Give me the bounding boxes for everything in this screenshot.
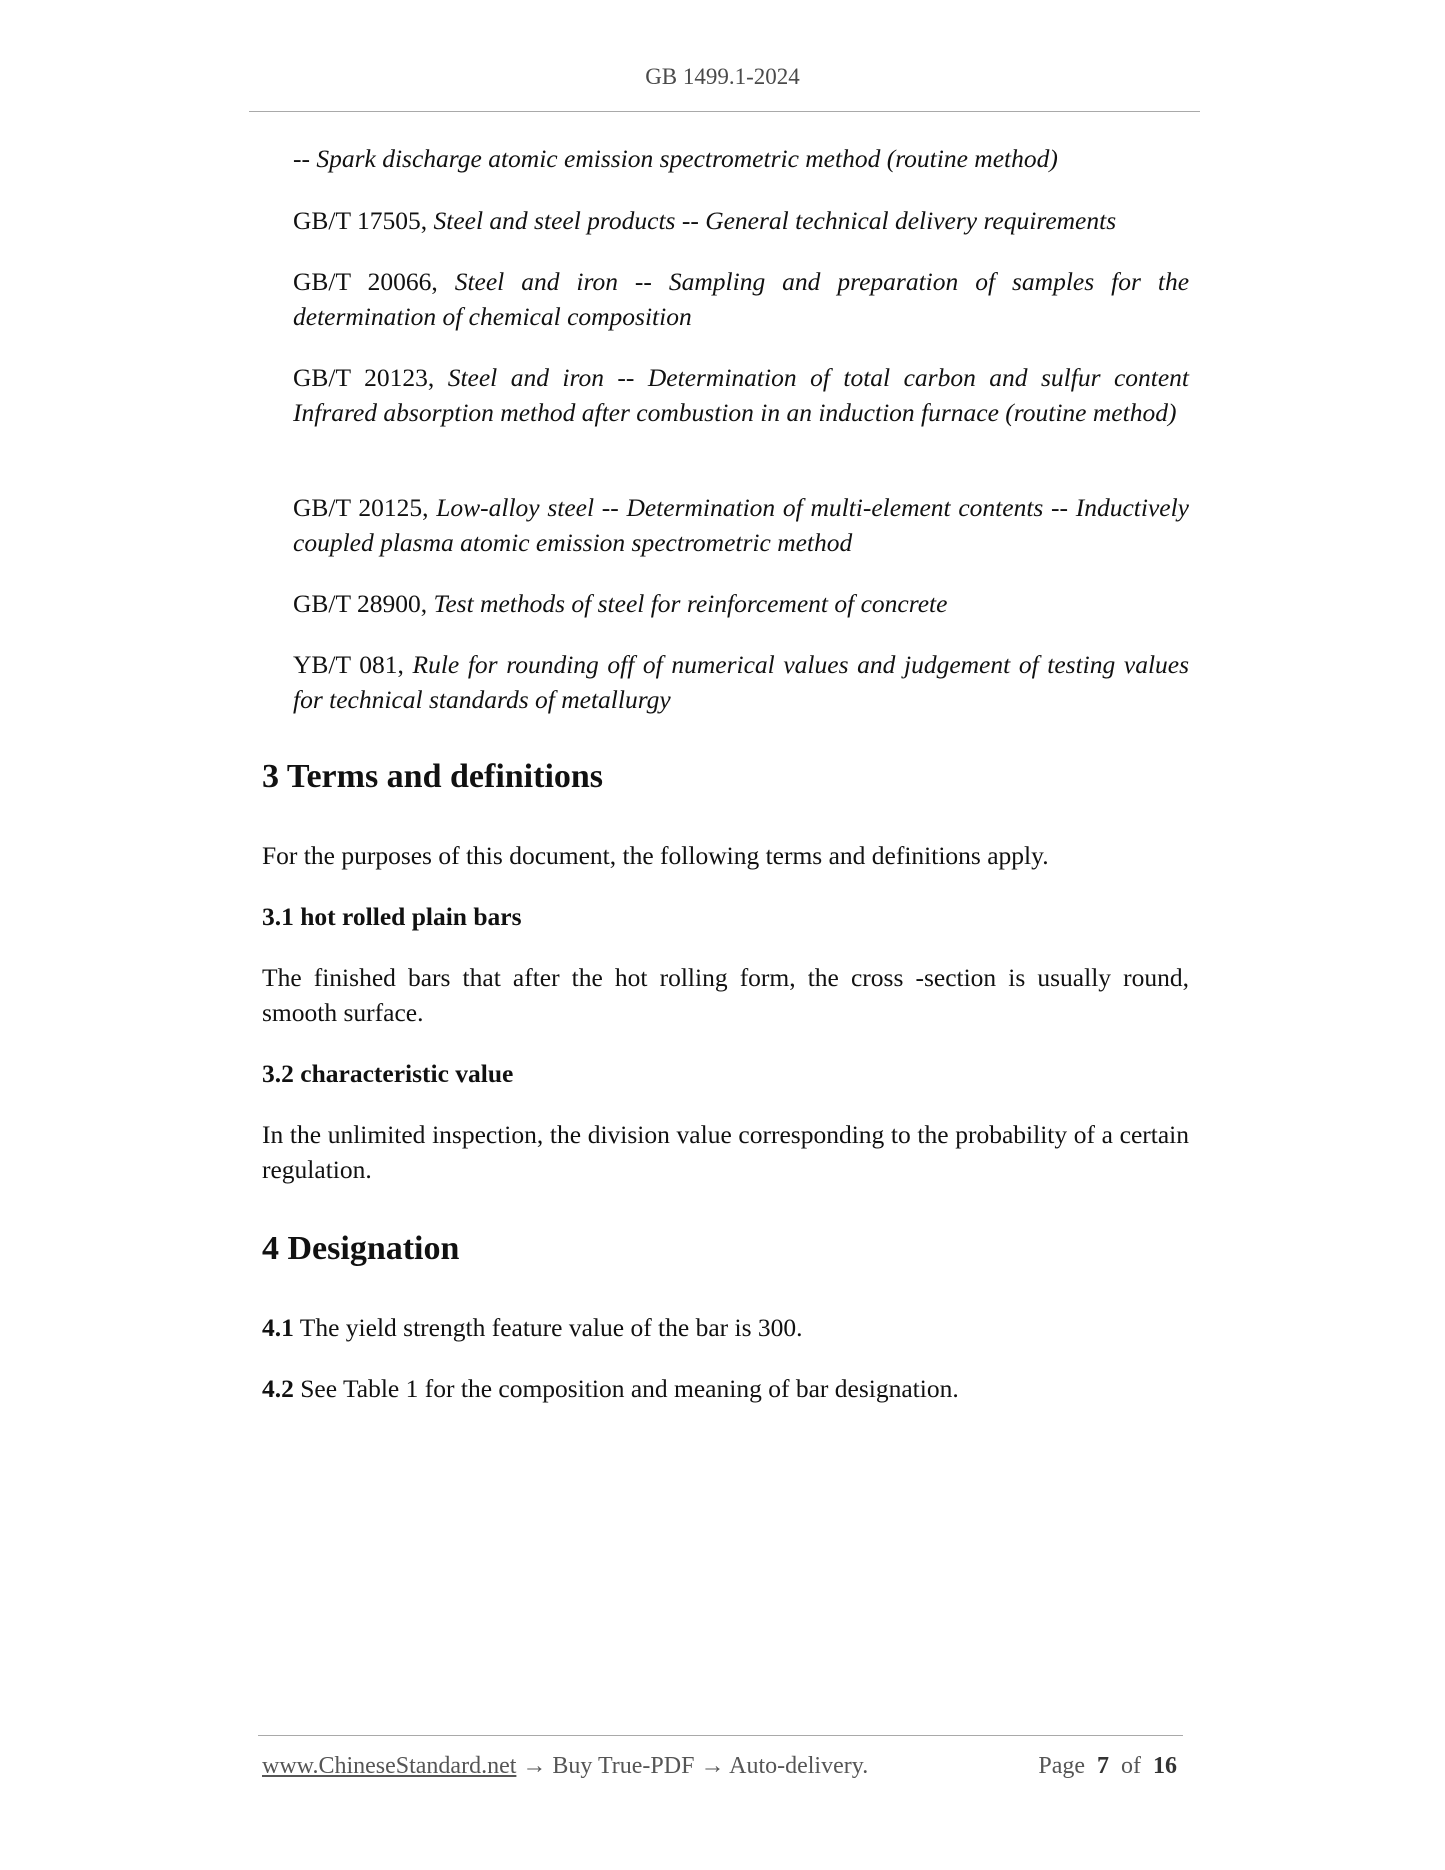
reference-item — [293, 141, 1189, 176]
reference-code: GB/T 20125, — [293, 493, 429, 522]
reference-code: GB/T 17505, — [293, 206, 428, 235]
reference-code: GB/T 20123, — [293, 363, 435, 392]
clause-text: The yield strength feature value of the bar is 300. — [293, 1313, 803, 1342]
footer-divider — [258, 1735, 1183, 1736]
reference-title: Test methods of steel for reinforcement of concrete — [433, 589, 948, 618]
page-current: 7 — [1097, 1753, 1109, 1779]
term-3-2-heading: 3.2 characteristic value — [262, 1059, 514, 1088]
reference-code: YB/T 081, — [293, 650, 404, 679]
clause-number: 4.2 — [262, 1374, 294, 1403]
footer-promo — [262, 1753, 868, 1780]
reference-code: GB/T 28900, — [293, 589, 428, 618]
clause-4-1 — [262, 1310, 1189, 1345]
reference-title: Steel and iron -- Determination of total carbon and sulfur content Infrared absorption method after combustion in an induction furnace (routine method) — [293, 363, 1190, 427]
header-divider — [249, 111, 1200, 112]
section-3-heading: 3 Terms and definitions — [262, 758, 604, 795]
reference-item — [293, 586, 1189, 621]
reference-code: GB/T 20066, — [293, 267, 438, 296]
page-label: Page — [1038, 1753, 1085, 1779]
page-total: 16 — [1153, 1753, 1177, 1779]
reference-item — [293, 360, 1189, 430]
promo-text: → Buy True-PDF → Auto-delivery. — [516, 1753, 869, 1779]
reference-item — [293, 203, 1189, 238]
term-3-1-definition: The finished bars that after the hot rolling form, the cross -section is usually round, smooth surface. — [262, 963, 1189, 1027]
reference-title: Low-alloy steel -- Determination of multi-element contents -- Inductively coupled plasma atomic emission spectrometric method — [293, 493, 1190, 557]
reference-item — [293, 490, 1189, 560]
term-3-2-definition: In the unlimited inspection, the division value corresponding to the probability of a certain regulation. — [262, 1120, 1189, 1184]
document-id-header: GB 1499.1-2024 — [645, 64, 800, 89]
clause-number: 4.1 — [262, 1313, 294, 1342]
site-link[interactable]: www.ChineseStandard.net — [262, 1753, 517, 1779]
reference-item — [293, 264, 1189, 334]
reference-title: Steel and iron -- Sampling and preparation of samples for the determination of chemical composition — [293, 267, 1190, 331]
reference-item — [293, 647, 1189, 717]
clause-4-2 — [262, 1371, 1189, 1406]
page-of-label: of — [1121, 1753, 1141, 1779]
term-3-1-heading: 3.1 hot rolled plain bars — [262, 902, 522, 931]
page-number — [1038, 1753, 1177, 1780]
section-3-intro: For the purposes of this document, the following terms and definitions apply. — [262, 841, 1049, 870]
reference-title: -- Spark discharge atomic emission spectrometric method (routine method) — [293, 144, 1058, 173]
reference-title: Steel and steel products -- General technical delivery requirements — [433, 206, 1117, 235]
reference-title: Rule for rounding off of numerical values and judgement of testing values for technical standards of metallurgy — [293, 650, 1190, 714]
section-4-heading: 4 Designation — [262, 1230, 460, 1267]
clause-text: See Table 1 for the composition and meaning of bar designation. — [293, 1374, 959, 1403]
